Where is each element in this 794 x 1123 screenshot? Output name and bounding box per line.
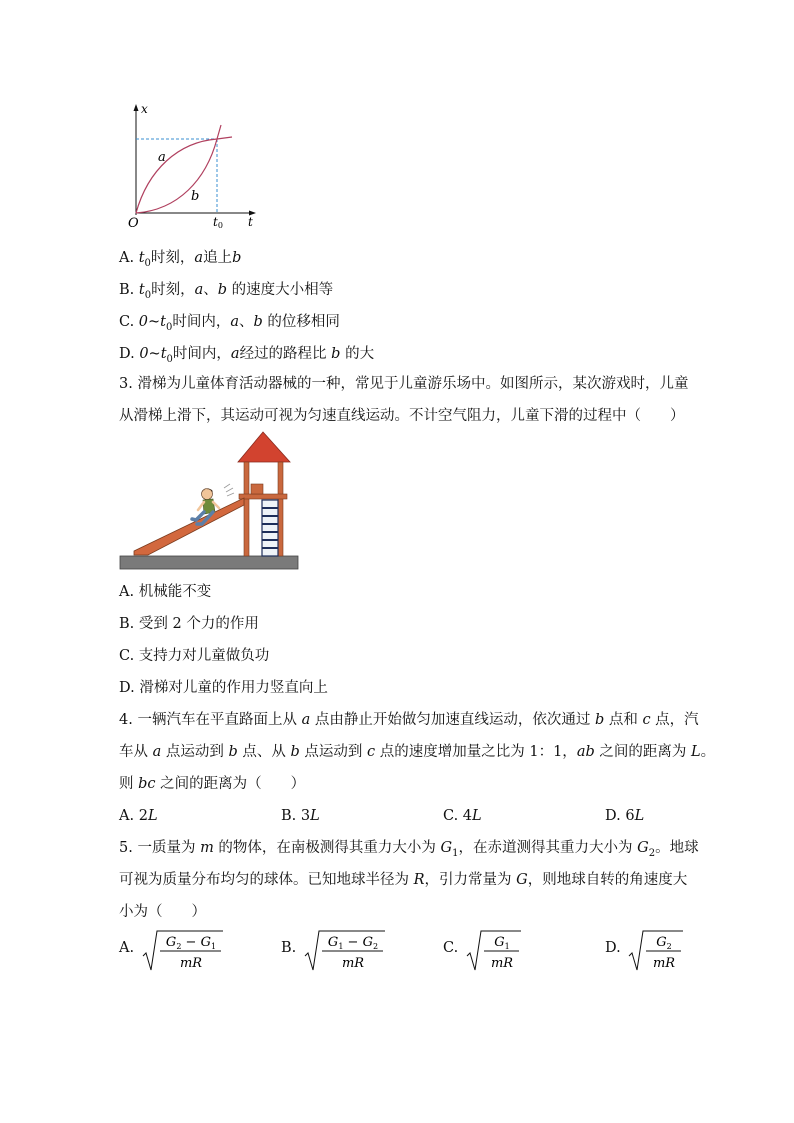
text-run: bc bbox=[138, 776, 156, 792]
text-run: 5. 一质量为 bbox=[119, 840, 201, 856]
curve-a bbox=[136, 137, 232, 213]
q5-stem-line-3: 小为（ ） bbox=[119, 904, 206, 920]
option-number: 4 bbox=[462, 808, 473, 824]
q3-option-a: A. 机械能不变 bbox=[119, 584, 212, 600]
curve-b bbox=[136, 125, 221, 213]
q4-stem-line-2 bbox=[119, 742, 715, 762]
option-text: 时刻， bbox=[151, 282, 195, 298]
q5-stem-line-2 bbox=[119, 870, 687, 890]
option-text: 时刻， bbox=[150, 250, 195, 266]
text-run: b bbox=[594, 712, 605, 728]
fraction-denominator: mR bbox=[179, 956, 203, 971]
option-letter: B. bbox=[281, 808, 301, 824]
variable: 0~t bbox=[139, 346, 167, 362]
q4-stem-line-1 bbox=[119, 710, 699, 730]
tower-post-left bbox=[244, 462, 249, 556]
slide-roof bbox=[238, 432, 290, 462]
fraction-numerator: $G_2 - G_1$ bbox=[165, 935, 217, 951]
option-number: 2 bbox=[138, 808, 148, 824]
q3-stem-line-2: 从滑梯上滑下，其运动可视为匀速直线运动。不计空气阻力，儿童下滑的过程中（ ） bbox=[119, 408, 685, 424]
curve-b-label: b bbox=[191, 189, 200, 204]
text-run: 的物体，在南极测得其重力大小为 bbox=[213, 840, 441, 856]
variable: L bbox=[310, 808, 320, 824]
radical-fraction bbox=[465, 928, 523, 974]
option-number: 6 bbox=[625, 808, 635, 824]
q3-option-b: B. 受到 2 个力的作用 bbox=[119, 616, 259, 632]
text-run: a bbox=[230, 314, 240, 330]
text-run: ab bbox=[576, 744, 595, 760]
subscript: 2 bbox=[648, 847, 656, 859]
fraction-denominator: mR bbox=[341, 956, 365, 971]
text-run: b bbox=[331, 346, 341, 362]
text-run: 车从 bbox=[119, 744, 153, 760]
option-letter: A. bbox=[119, 250, 139, 266]
curve-a-label: a bbox=[158, 150, 166, 165]
subscript: 0 bbox=[166, 353, 173, 365]
tower-box bbox=[251, 484, 263, 494]
text-run: G bbox=[440, 840, 453, 856]
subscript: 1 bbox=[452, 847, 459, 859]
text-run: G bbox=[637, 840, 649, 856]
xt-graph bbox=[118, 100, 268, 230]
subscript: 0 bbox=[144, 289, 152, 301]
text-run: 之间的距离为 bbox=[594, 744, 691, 760]
text-run: a bbox=[230, 346, 240, 362]
text-run: 点运动到 bbox=[299, 744, 368, 760]
text-run: 。地球 bbox=[655, 840, 699, 856]
variable: 0~t bbox=[138, 314, 166, 330]
option-letter: B. bbox=[281, 940, 297, 956]
q4-stem-line-3 bbox=[119, 774, 305, 794]
text-run: b bbox=[290, 744, 300, 760]
text-run: ，引力常量为 bbox=[424, 872, 517, 888]
text-run: b bbox=[228, 744, 238, 760]
ground bbox=[120, 556, 298, 569]
radical-fraction bbox=[303, 928, 387, 974]
radical-fraction bbox=[141, 928, 225, 974]
q2-option-d bbox=[119, 344, 374, 370]
tower-platform bbox=[239, 494, 287, 499]
text-run: 点的速度增加量之比为 1：1， bbox=[375, 744, 577, 760]
text-run: 点，汽 bbox=[650, 712, 699, 728]
fraction-denominator: mR bbox=[490, 956, 514, 971]
variable: t bbox=[138, 282, 145, 298]
option-letter: C. bbox=[119, 314, 139, 330]
text-run: 点、从 bbox=[237, 744, 291, 760]
subscript: 0 bbox=[166, 321, 173, 333]
option-letter: D. bbox=[119, 346, 140, 362]
slide-illustration bbox=[118, 430, 302, 572]
option-text: 时间内， bbox=[172, 314, 231, 330]
text-run: 可视为质量分布均匀的球体。已知地球半径为 bbox=[119, 872, 414, 888]
text-run: a bbox=[301, 712, 311, 728]
variable: L bbox=[634, 808, 645, 824]
q4-option-a bbox=[119, 806, 158, 826]
axis-label-x: x bbox=[141, 102, 148, 116]
text-run: 经过的路程比 bbox=[239, 346, 332, 362]
text-run: 点和 bbox=[604, 712, 643, 728]
text-run: 追上 bbox=[203, 250, 233, 266]
variable: t bbox=[138, 250, 145, 266]
q2-option-b bbox=[119, 280, 333, 306]
option-letter: D. bbox=[605, 940, 621, 956]
text-run: m bbox=[200, 840, 214, 856]
q2-option-a bbox=[119, 248, 241, 274]
fraction-numerator: $G_1 - G_2$ bbox=[327, 935, 379, 951]
option-letter: C. bbox=[443, 940, 459, 956]
q3-option-c: C. 支持力对儿童做负功 bbox=[119, 648, 270, 664]
option-letter: C. bbox=[443, 808, 463, 824]
text-run: 之间的距离为（ ） bbox=[155, 776, 306, 792]
y-axis-arrow bbox=[134, 104, 139, 111]
axis-label-t: t bbox=[248, 215, 253, 229]
q4-option-b bbox=[281, 806, 320, 826]
t0-label: t0 bbox=[213, 215, 223, 230]
variable: L bbox=[472, 808, 482, 824]
q4-option-d bbox=[605, 806, 644, 826]
text-run: 、 bbox=[239, 314, 254, 330]
origin-label: O bbox=[128, 216, 139, 230]
variable: L bbox=[147, 808, 158, 824]
text-run: a bbox=[194, 282, 204, 298]
option-text: 时间内， bbox=[172, 346, 231, 362]
text-run: L bbox=[690, 744, 701, 760]
text-run: b bbox=[253, 314, 263, 330]
text-run: 点运动到 bbox=[161, 744, 229, 760]
text-run: c bbox=[642, 712, 651, 728]
option-number: 3 bbox=[300, 808, 311, 824]
text-run: 的位移相同 bbox=[262, 314, 340, 330]
fraction-denominator: mR bbox=[652, 956, 676, 971]
text-run: 、 bbox=[203, 282, 218, 298]
option-letter: B. bbox=[119, 282, 139, 298]
fraction-numerator: $G_2$ bbox=[656, 935, 672, 951]
option-letter: A. bbox=[119, 808, 139, 824]
slide-chute bbox=[134, 498, 244, 555]
q3-stem-line-1: 3. 滑梯为儿童体育活动器械的一种，常见于儿童游乐场中。如图所示，某次游戏时，儿童 bbox=[119, 376, 689, 392]
text-run: 的大 bbox=[340, 346, 375, 362]
text-run: b bbox=[217, 282, 228, 298]
q2-option-c bbox=[119, 312, 340, 338]
option-letter: A. bbox=[119, 940, 135, 956]
q4-option-c bbox=[443, 806, 482, 826]
text-run: a bbox=[152, 744, 162, 760]
text-run: G bbox=[516, 872, 528, 888]
tower-post-right bbox=[278, 462, 283, 556]
text-run: a bbox=[194, 250, 204, 266]
q3-option-d: D. 滑梯对儿童的作用力竖直向上 bbox=[119, 680, 328, 696]
text-run: 。 bbox=[700, 744, 716, 760]
text-run: ，则地球自转的角速度大 bbox=[527, 872, 688, 888]
text-run: 点由静止开始做匀加速直线运动，依次通过 bbox=[310, 712, 595, 728]
text-run: 4. 一辆汽车在平直路面上从 bbox=[119, 712, 302, 728]
text-run: b bbox=[232, 250, 242, 266]
subscript: 0 bbox=[144, 257, 151, 269]
text-run: ，在赤道测得其重力大小为 bbox=[458, 840, 638, 856]
text-run: R bbox=[413, 872, 425, 888]
option-letter: D. bbox=[605, 808, 626, 824]
text-run: 的速度大小相等 bbox=[227, 282, 334, 298]
q5-stem-line-1 bbox=[119, 838, 699, 864]
radical-fraction bbox=[627, 928, 685, 974]
fraction-numerator: $G_1$ bbox=[494, 935, 510, 951]
text-run: c bbox=[367, 744, 376, 760]
text-run: 则 bbox=[119, 776, 139, 792]
